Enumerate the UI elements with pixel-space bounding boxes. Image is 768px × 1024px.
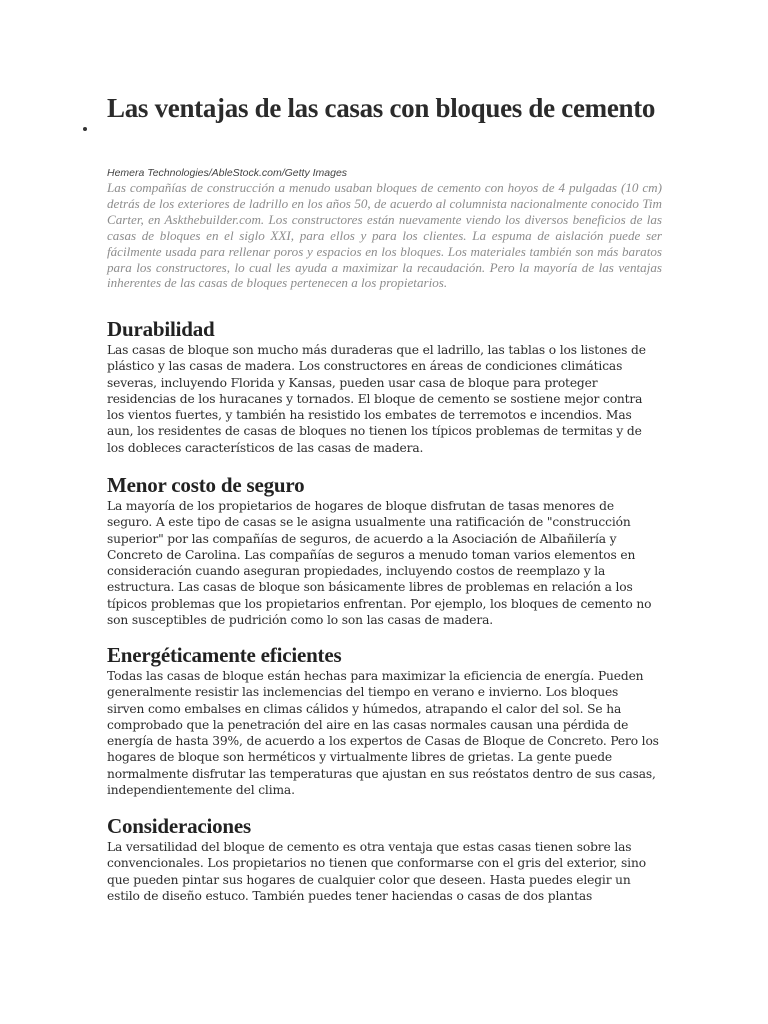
section-heading: Consideraciones (107, 814, 252, 838)
article-intro: Las compañías de construcción a menudo usaban bloques de cemento con hoyos de 4 pulgadas (10 cm) detrás de los exteriores de ladrillo en los años 50, de acuerdo al columnista nacionalmente conocido Tim Carter, en Askthebuilder.com. Los constructores están nuevamente viendo los diversos beneficios de las casas de bloques en el siglo XXI, para ellos y para los clientes. La espuma de aislación puede ser fácilmente usada para rellenar poros y espacios en los bloques. Los materiales también son más baratos para los constructores, lo cual les ayuda a maximizar la recaudación. Pero la mayoría de las ventajas inherentes de las casas de bloques pertenecen a los propietarios. (107, 180, 662, 291)
section-menor-costo-de-seguro (107, 472, 659, 628)
section-consideraciones (107, 813, 659, 904)
article-title: Las ventajas de las casas con bloques de cemento (107, 93, 656, 123)
section-heading: Durabilidad (107, 317, 215, 341)
bullet-dot (83, 127, 87, 131)
image-credit: Hemera Technologies/AbleStock.com/Getty Images (107, 167, 348, 179)
section-body: La versatilidad del bloque de cemento es otra ventaja que estas casas tienen sobre las convencionales. Los propietarios no tienen que conformarse con el gris del exterior, sino que pueden pintar sus hogares de cualquier color que deseen. Hasta puedes elegir un estilo de diseño estuco. También puedes tener haciendas o casas de dos plantas (107, 840, 646, 903)
section-heading: Menor costo de seguro (107, 473, 305, 497)
section-durabilidad (107, 316, 659, 456)
section-body: La mayoría de los propietarios de hogares de bloque disfrutan de tasas menores de seguro. A este tipo de casas se le asigna usualmente una ratificación de "construcción superior" por las compañías de seguros, de acuerdo a la Asociación de Albañilería y Concreto de Carolina. Las compañías de seguros a menudo toman varios elementos en consideración cuando aseguran propiedades, incluyendo costos de reemplazo y la estructura. Las casas de bloque son básicamente libres de problemas en relación a los típicos problemas que los propietarios enfrentan. Por ejemplo, los bloques de cemento no son susceptibles de pudrición como lo son las casas de madera. (107, 499, 652, 628)
section-energeticamente-eficientes (107, 642, 659, 798)
section-body: Las casas de bloque son mucho más duraderas que el ladrillo, las tablas o los listones de plástico y las casas de madera. Los constructores en áreas de condiciones climáticas severas, incluyendo Florida y Kansas, pueden usar casa de bloque para proteger residencias de los huracanes y tornados. El bloque de cemento se sostiene mejor contra los vientos fuertes, y también ha resistido los embates de terremotos e incendios. Mas aun, los residentes de casas de bloques no tienen los típicos problemas de termitas y de los dobleces característicos de las casas de madera. (107, 343, 646, 455)
section-heading: Energéticamente eficientes (107, 643, 342, 667)
section-body: Todas las casas de bloque están hechas para maximizar la eficiencia de energía. Pueden generalmente resistir las inclemencias del tiempo en verano e invierno. Los bloques sirven como embalses en climas cálidos y húmedos, atrapando el calor del sol. Se ha comprobado que la penetración del aire en las casas normales causan una pérdida de energía de hasta 39%, de acuerdo a los expertos de Casas de Bloque de Concreto. Pero los hogares de bloque son herméticos y virtualmente libres de grietas. La gente puede normalmente disfrutar las temperaturas que ajustan en sus reóstatos dentro de sus casas, independientemente del clima. (107, 669, 659, 798)
